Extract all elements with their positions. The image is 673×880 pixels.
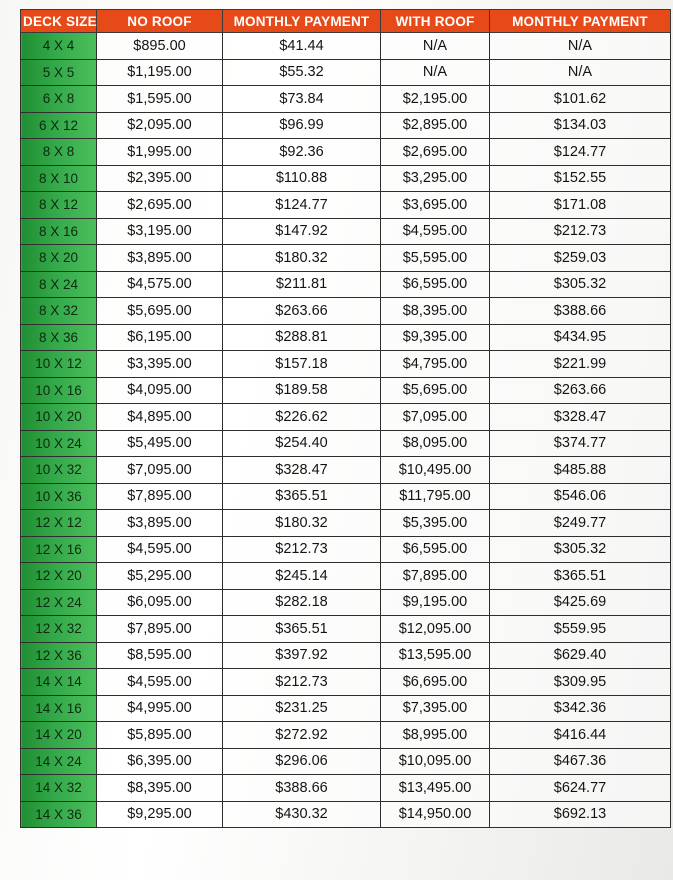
table-row — [21, 563, 671, 590]
with-roof-price-cell: $10,095.00 — [381, 748, 490, 775]
table-row — [21, 59, 671, 86]
no-roof-price-cell: $5,695.00 — [97, 298, 223, 325]
with-roof-price-cell: $6,595.00 — [381, 536, 490, 563]
table-row — [21, 245, 671, 272]
no-roof-price-cell: $2,695.00 — [97, 192, 223, 219]
table-row — [21, 722, 671, 749]
table-row — [21, 589, 671, 616]
table-row — [21, 748, 671, 775]
with-roof-price-cell: $14,950.00 — [381, 801, 490, 828]
table-row — [21, 112, 671, 139]
no-roof-price-cell: $3,195.00 — [97, 218, 223, 245]
with-roof-price-cell: $3,295.00 — [381, 165, 490, 192]
deck-size-cell: 12 X 36 — [21, 642, 97, 669]
table-body — [21, 33, 671, 828]
no-roof-monthly-cell: $92.36 — [223, 139, 381, 166]
no-roof-price-cell: $5,495.00 — [97, 430, 223, 457]
with-roof-monthly-cell: $425.69 — [490, 589, 671, 616]
no-roof-monthly-cell: $212.73 — [223, 536, 381, 563]
no-roof-price-cell: $1,195.00 — [97, 59, 223, 86]
deck-size-cell: 8 X 10 — [21, 165, 97, 192]
no-roof-price-cell: $3,895.00 — [97, 245, 223, 272]
no-roof-price-cell: $3,895.00 — [97, 510, 223, 537]
no-roof-monthly-cell: $211.81 — [223, 271, 381, 298]
no-roof-monthly-cell: $124.77 — [223, 192, 381, 219]
with-roof-price-cell: $8,395.00 — [381, 298, 490, 325]
table-row — [21, 457, 671, 484]
deck-size-cell: 12 X 24 — [21, 589, 97, 616]
no-roof-price-cell: $4,595.00 — [97, 669, 223, 696]
table-row — [21, 430, 671, 457]
deck-size-cell: 8 X 36 — [21, 324, 97, 351]
no-roof-price-cell: $7,895.00 — [97, 616, 223, 643]
with-roof-monthly-cell: $171.08 — [490, 192, 671, 219]
with-roof-monthly-cell: $152.55 — [490, 165, 671, 192]
no-roof-monthly-cell: $41.44 — [223, 33, 381, 60]
with-roof-price-cell: $8,095.00 — [381, 430, 490, 457]
table-row — [21, 298, 671, 325]
with-roof-price-cell: $13,495.00 — [381, 775, 490, 802]
with-roof-price-cell: $3,695.00 — [381, 192, 490, 219]
deck-size-cell: 6 X 8 — [21, 86, 97, 113]
no-roof-monthly-cell: $365.51 — [223, 483, 381, 510]
no-roof-monthly-cell: $272.92 — [223, 722, 381, 749]
no-roof-price-cell: $5,295.00 — [97, 563, 223, 590]
no-roof-price-cell: $4,575.00 — [97, 271, 223, 298]
header-monthly-payment-with-roof: MONTHLY PAYMENT — [490, 10, 671, 33]
deck-size-cell: 10 X 32 — [21, 457, 97, 484]
with-roof-monthly-cell: $416.44 — [490, 722, 671, 749]
with-roof-price-cell: $13,595.00 — [381, 642, 490, 669]
no-roof-price-cell: $6,395.00 — [97, 748, 223, 775]
no-roof-price-cell: $3,395.00 — [97, 351, 223, 378]
with-roof-price-cell: $7,895.00 — [381, 563, 490, 590]
no-roof-monthly-cell: $231.25 — [223, 695, 381, 722]
deck-size-cell: 8 X 24 — [21, 271, 97, 298]
header-deck-size: DECK SIZE — [21, 10, 97, 33]
with-roof-monthly-cell: $467.36 — [490, 748, 671, 775]
no-roof-monthly-cell: $180.32 — [223, 510, 381, 537]
deck-size-cell: 10 X 24 — [21, 430, 97, 457]
with-roof-price-cell: $10,495.00 — [381, 457, 490, 484]
no-roof-price-cell: $4,595.00 — [97, 536, 223, 563]
no-roof-price-cell: $2,095.00 — [97, 112, 223, 139]
with-roof-price-cell: $5,595.00 — [381, 245, 490, 272]
deck-price-table — [20, 9, 671, 828]
table-row — [21, 192, 671, 219]
with-roof-price-cell: $4,795.00 — [381, 351, 490, 378]
no-roof-price-cell: $1,995.00 — [97, 139, 223, 166]
deck-size-cell: 12 X 16 — [21, 536, 97, 563]
no-roof-price-cell: $6,095.00 — [97, 589, 223, 616]
with-roof-monthly-cell: $624.77 — [490, 775, 671, 802]
no-roof-monthly-cell: $55.32 — [223, 59, 381, 86]
with-roof-monthly-cell: $328.47 — [490, 404, 671, 431]
with-roof-monthly-cell: $434.95 — [490, 324, 671, 351]
header-with-roof: WITH ROOF — [381, 10, 490, 33]
deck-size-cell: 12 X 20 — [21, 563, 97, 590]
with-roof-price-cell: $2,195.00 — [381, 86, 490, 113]
with-roof-monthly-cell: $221.99 — [490, 351, 671, 378]
no-roof-price-cell: $7,095.00 — [97, 457, 223, 484]
with-roof-monthly-cell: $559.95 — [490, 616, 671, 643]
no-roof-monthly-cell: $282.18 — [223, 589, 381, 616]
table-row — [21, 616, 671, 643]
with-roof-price-cell: $6,695.00 — [381, 669, 490, 696]
deck-size-cell: 8 X 12 — [21, 192, 97, 219]
deck-size-cell: 14 X 36 — [21, 801, 97, 828]
deck-size-cell: 12 X 12 — [21, 510, 97, 537]
no-roof-price-cell: $895.00 — [97, 33, 223, 60]
table-row — [21, 775, 671, 802]
no-roof-monthly-cell: $212.73 — [223, 669, 381, 696]
no-roof-monthly-cell: $189.58 — [223, 377, 381, 404]
no-roof-monthly-cell: $157.18 — [223, 351, 381, 378]
no-roof-monthly-cell: $397.92 — [223, 642, 381, 669]
table-row — [21, 271, 671, 298]
with-roof-monthly-cell: $212.73 — [490, 218, 671, 245]
no-roof-price-cell: $7,895.00 — [97, 483, 223, 510]
with-roof-monthly-cell: $365.51 — [490, 563, 671, 590]
with-roof-price-cell: $8,995.00 — [381, 722, 490, 749]
deck-size-cell: 8 X 16 — [21, 218, 97, 245]
table-header — [21, 10, 671, 33]
with-roof-price-cell: $11,795.00 — [381, 483, 490, 510]
with-roof-monthly-cell: $388.66 — [490, 298, 671, 325]
no-roof-monthly-cell: $296.06 — [223, 748, 381, 775]
deck-size-cell: 14 X 32 — [21, 775, 97, 802]
with-roof-monthly-cell: $124.77 — [490, 139, 671, 166]
deck-size-cell: 10 X 12 — [21, 351, 97, 378]
deck-size-cell: 8 X 8 — [21, 139, 97, 166]
with-roof-price-cell: $7,395.00 — [381, 695, 490, 722]
with-roof-price-cell: $4,595.00 — [381, 218, 490, 245]
deck-size-cell: 6 X 12 — [21, 112, 97, 139]
with-roof-price-cell: $6,595.00 — [381, 271, 490, 298]
with-roof-monthly-cell: $249.77 — [490, 510, 671, 537]
table-row — [21, 801, 671, 828]
header-monthly-payment-no-roof: MONTHLY PAYMENT — [223, 10, 381, 33]
with-roof-monthly-cell: $342.36 — [490, 695, 671, 722]
with-roof-price-cell: $9,195.00 — [381, 589, 490, 616]
no-roof-monthly-cell: $96.99 — [223, 112, 381, 139]
no-roof-monthly-cell: $254.40 — [223, 430, 381, 457]
deck-size-cell: 5 X 5 — [21, 59, 97, 86]
deck-size-cell: 10 X 16 — [21, 377, 97, 404]
table-row — [21, 86, 671, 113]
table-row — [21, 324, 671, 351]
table-row — [21, 669, 671, 696]
with-roof-monthly-cell: $692.13 — [490, 801, 671, 828]
no-roof-price-cell: $6,195.00 — [97, 324, 223, 351]
no-roof-price-cell: $5,895.00 — [97, 722, 223, 749]
table-row — [21, 218, 671, 245]
with-roof-price-cell: $5,695.00 — [381, 377, 490, 404]
with-roof-monthly-cell: N/A — [490, 33, 671, 60]
with-roof-monthly-cell: N/A — [490, 59, 671, 86]
with-roof-price-cell: $2,695.00 — [381, 139, 490, 166]
table-row — [21, 510, 671, 537]
table-row — [21, 139, 671, 166]
with-roof-monthly-cell: $485.88 — [490, 457, 671, 484]
no-roof-monthly-cell: $226.62 — [223, 404, 381, 431]
no-roof-price-cell: $4,895.00 — [97, 404, 223, 431]
with-roof-price-cell: $5,395.00 — [381, 510, 490, 537]
table-row — [21, 536, 671, 563]
no-roof-price-cell: $2,395.00 — [97, 165, 223, 192]
deck-size-cell: 12 X 32 — [21, 616, 97, 643]
with-roof-monthly-cell: $546.06 — [490, 483, 671, 510]
with-roof-price-cell: $12,095.00 — [381, 616, 490, 643]
table-row — [21, 33, 671, 60]
with-roof-monthly-cell: $305.32 — [490, 271, 671, 298]
deck-size-cell: 8 X 32 — [21, 298, 97, 325]
with-roof-monthly-cell: $305.32 — [490, 536, 671, 563]
no-roof-price-cell: $4,095.00 — [97, 377, 223, 404]
no-roof-monthly-cell: $263.66 — [223, 298, 381, 325]
deck-size-cell: 14 X 16 — [21, 695, 97, 722]
no-roof-monthly-cell: $388.66 — [223, 775, 381, 802]
with-roof-price-cell: $2,895.00 — [381, 112, 490, 139]
no-roof-price-cell: $1,595.00 — [97, 86, 223, 113]
no-roof-monthly-cell: $288.81 — [223, 324, 381, 351]
with-roof-monthly-cell: $259.03 — [490, 245, 671, 272]
no-roof-monthly-cell: $328.47 — [223, 457, 381, 484]
no-roof-monthly-cell: $147.92 — [223, 218, 381, 245]
header-no-roof: NO ROOF — [97, 10, 223, 33]
table-row — [21, 351, 671, 378]
with-roof-price-cell: N/A — [381, 33, 490, 60]
with-roof-monthly-cell: $374.77 — [490, 430, 671, 457]
table-row — [21, 404, 671, 431]
deck-size-cell: 14 X 20 — [21, 722, 97, 749]
with-roof-price-cell: N/A — [381, 59, 490, 86]
no-roof-monthly-cell: $73.84 — [223, 86, 381, 113]
no-roof-monthly-cell: $430.32 — [223, 801, 381, 828]
table-row — [21, 483, 671, 510]
no-roof-monthly-cell: $110.88 — [223, 165, 381, 192]
with-roof-monthly-cell: $309.95 — [490, 669, 671, 696]
no-roof-price-cell: $4,995.00 — [97, 695, 223, 722]
table-row — [21, 695, 671, 722]
deck-size-cell: 4 X 4 — [21, 33, 97, 60]
with-roof-price-cell: $7,095.00 — [381, 404, 490, 431]
table-row — [21, 377, 671, 404]
deck-size-cell: 14 X 24 — [21, 748, 97, 775]
deck-size-cell: 10 X 20 — [21, 404, 97, 431]
deck-size-cell: 8 X 20 — [21, 245, 97, 272]
with-roof-monthly-cell: $629.40 — [490, 642, 671, 669]
no-roof-monthly-cell: $245.14 — [223, 563, 381, 590]
table-row — [21, 165, 671, 192]
no-roof-price-cell: $8,595.00 — [97, 642, 223, 669]
header-row — [21, 10, 671, 33]
with-roof-monthly-cell: $101.62 — [490, 86, 671, 113]
deck-size-cell: 10 X 36 — [21, 483, 97, 510]
deck-size-cell: 14 X 14 — [21, 669, 97, 696]
with-roof-monthly-cell: $263.66 — [490, 377, 671, 404]
no-roof-price-cell: $8,395.00 — [97, 775, 223, 802]
with-roof-monthly-cell: $134.03 — [490, 112, 671, 139]
no-roof-price-cell: $9,295.00 — [97, 801, 223, 828]
no-roof-monthly-cell: $180.32 — [223, 245, 381, 272]
table-row — [21, 642, 671, 669]
with-roof-price-cell: $9,395.00 — [381, 324, 490, 351]
no-roof-monthly-cell: $365.51 — [223, 616, 381, 643]
